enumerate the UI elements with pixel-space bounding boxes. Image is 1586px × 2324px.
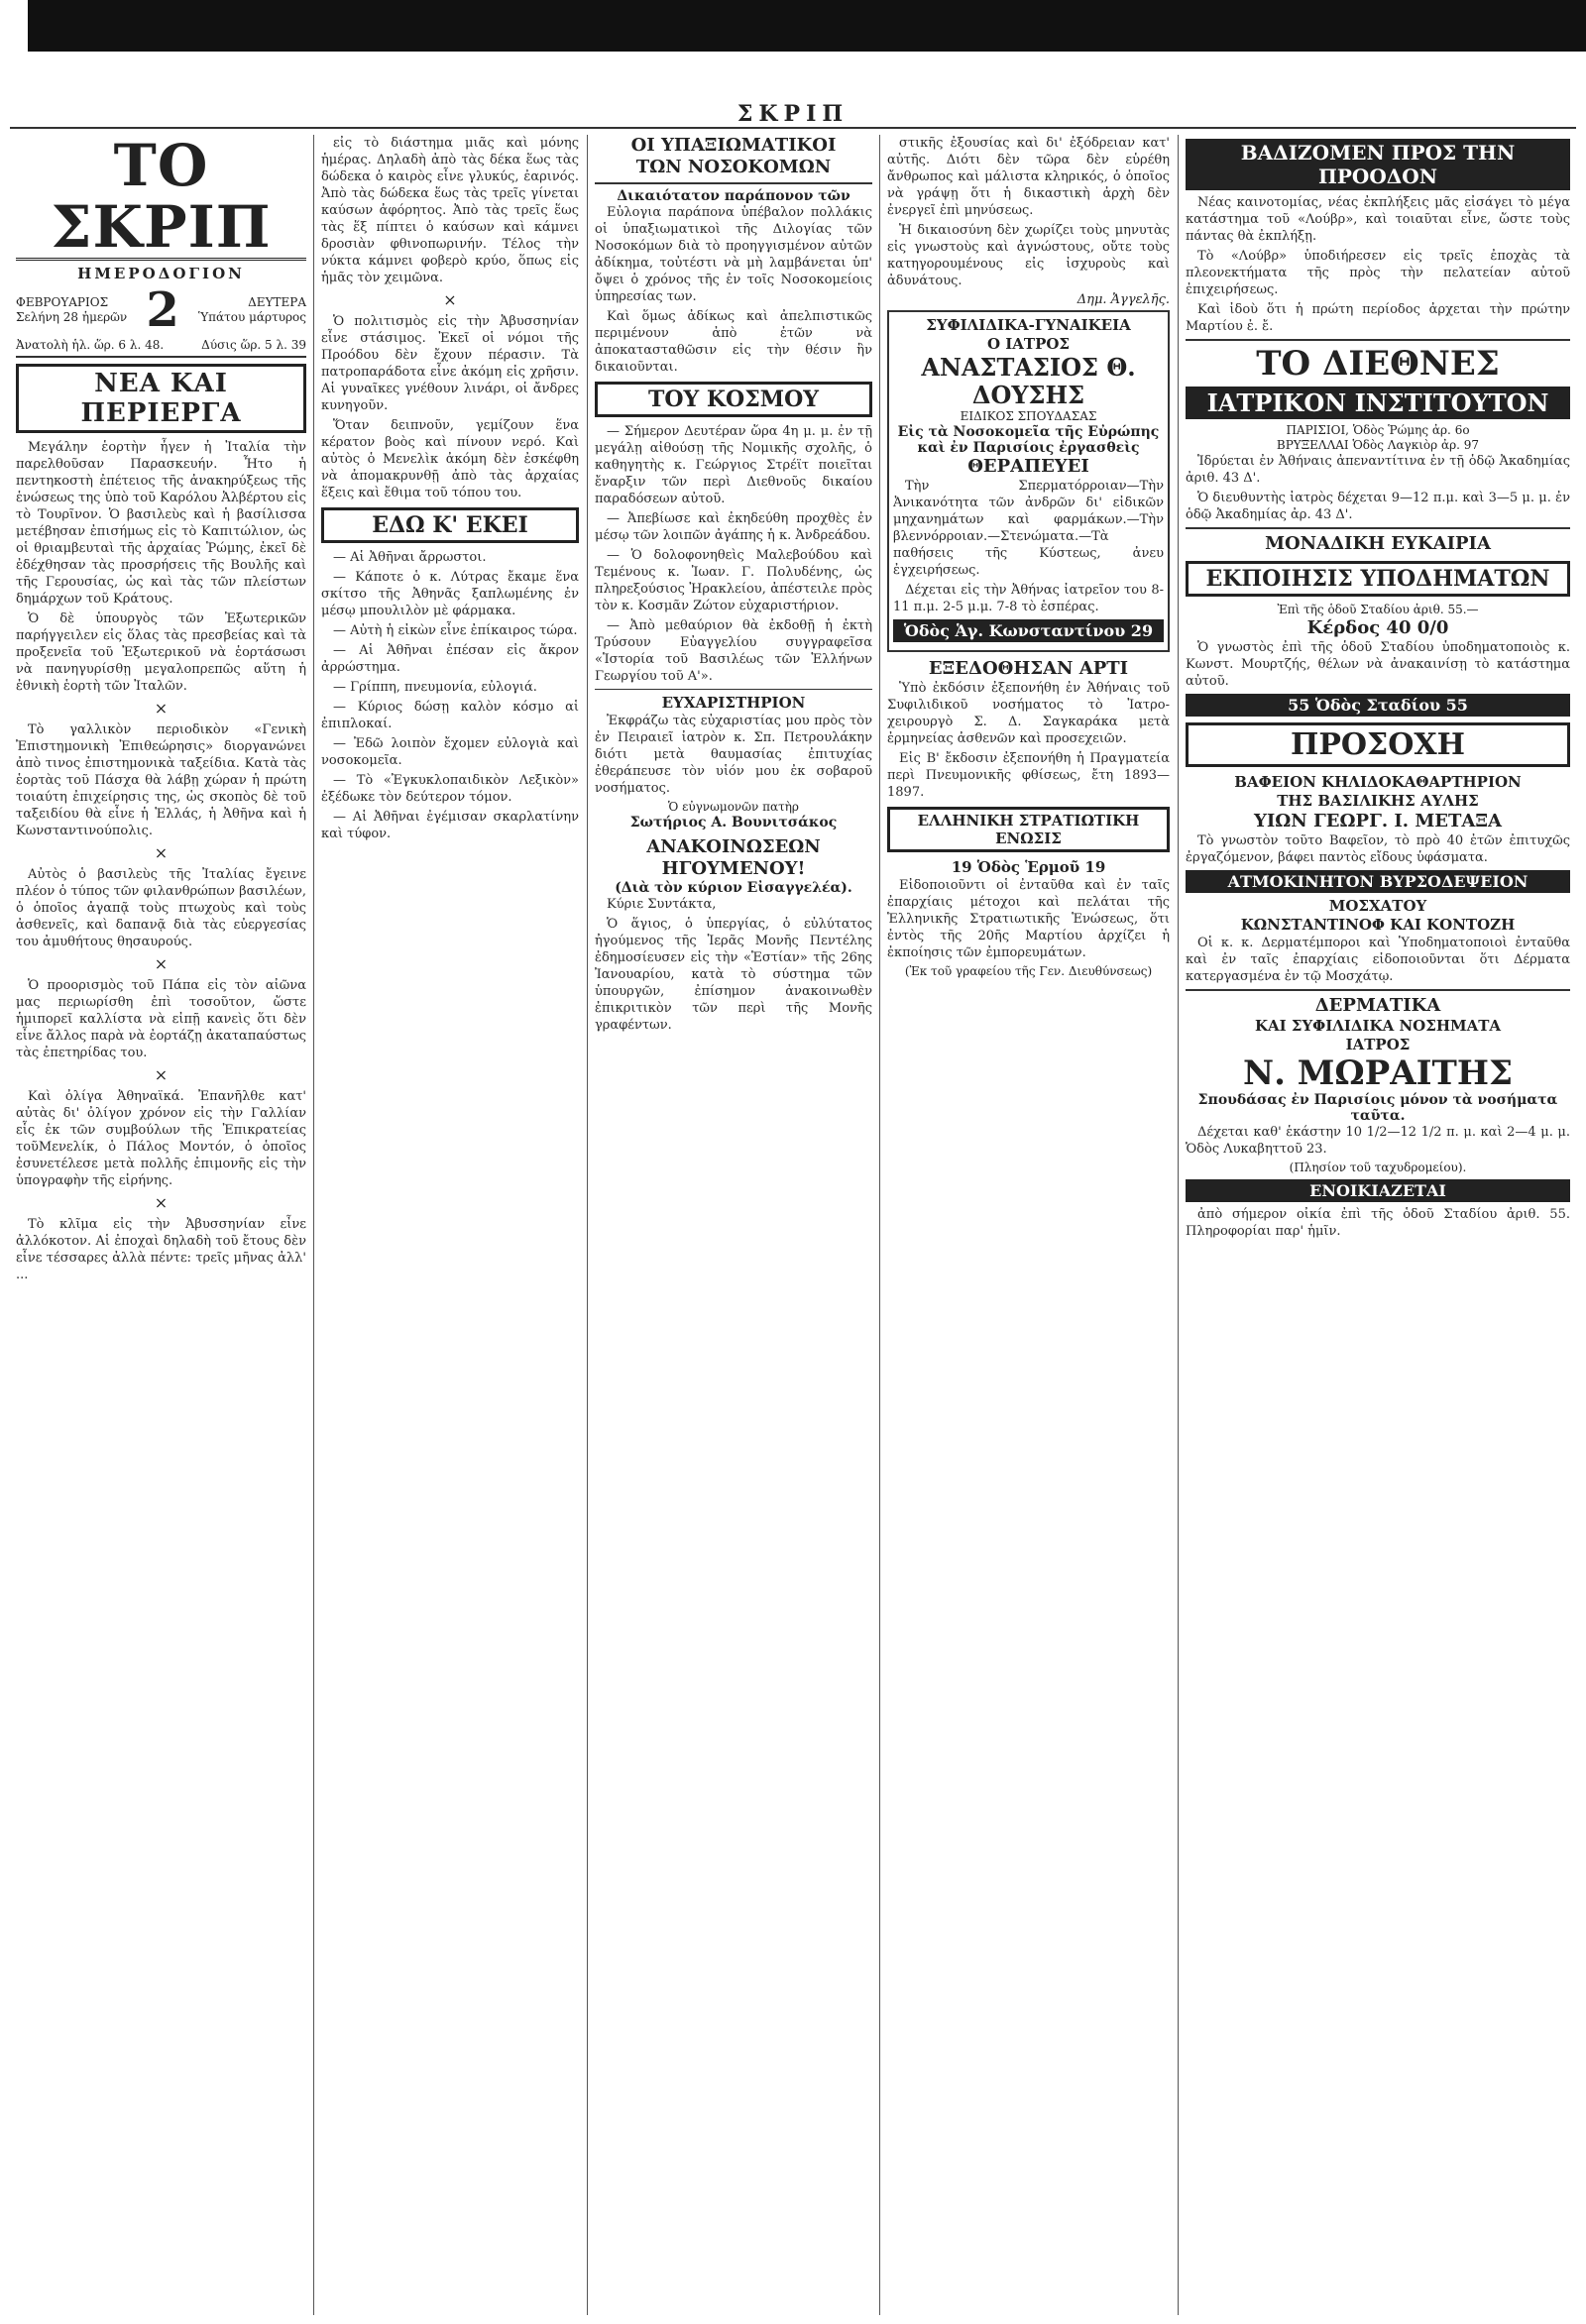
ad-heading-opportunity: ΜΟΝΑΔΙΚΗ ΕΥΚΑΙΡΙΑ	[1265, 533, 1491, 554]
ad-note: (Πλησίον τοῦ ταχυδρομείου).	[1289, 1161, 1467, 1174]
ad-address: ΠΑΡΙΣΙΟΙ, Ὁδὸς Ῥώμης ἀρ. 6ο	[1286, 423, 1470, 437]
article-paragraph: Ὁ δὲ ὑπουργὸς τῶν Ἐξωτερικῶν παρήγγειλεν εἰς ὅλας τὰς πρεσβείας καὶ τὰ προξενεῖα τοῦ Ἐξωτερικοῦ νὰ ἑορτάσωσι νὰ πανηγυρίσθῃ μεγαλοπρεπῶς αὕτη ἡ ἐθνικὴ ἑορτὴ τῶν Ἰταλῶν.	[16, 611, 306, 694]
column-4	[881, 135, 1176, 2315]
weekday: ΔΕΥΤΕΡΑ	[248, 295, 306, 309]
society-item: — Ὁ δολοφονηθεὶς Μαλεβούδου καὶ Τεμένους κ. Ἰωαν. Γ. Πολυδένης, ὡς πληρεξούσιος Ἠρακλείου, ἀπέστειλε πρὸς τὸν κ. Κοσμᾶν Ζώτον εὐχαριστήριον.	[595, 548, 872, 613]
separator-cross-icon: ×	[154, 1193, 169, 1212]
article-paragraph: Εἰς Β' ἔκδοσιν ἐξεπονήθη ἡ Πραγματεία περὶ Πνευμονικῆς φθίσεως, ἔτη 1893—1897.	[887, 751, 1170, 800]
ad-subheading-institute: ΙΑΤΡΙΚΟΝ ΙΝΣΤΙΤΟΥΤΟΝ	[1186, 387, 1570, 419]
ad-doctor-name: Ν. ΜΩΡΑΙΤΗΣ	[1243, 1053, 1513, 1093]
article-paragraph: Καὶ ὀλίγα Ἀθηναϊκά. Ἐπανῆλθε κατ' αὐτὰς δι' ὀλίγον χρόνον εἰς τὴν Γαλλίαν εἷς ἐκ τῶν συμβούλων τῆς Ἐπικρατείας τοῦΜενελίκ, ὁ Πάλος Μοντόν, ὁ ὁποῖος ἐσυνετέλεσε μετὰ πολλῆς ἐπιμονῆς εἰς τὴν ὑπογραφὴν τῆς εἰρήνης.	[16, 1089, 306, 1188]
ad-body: Τὴν Σπερματόρροιαν—Τὴν Ἀνικανότητα τῶν ἀνδρῶν δι' εἰδικῶν μηχανημάτων καὶ φαρμάκων.—Τὴν βλεννόρροιαν.—Στενώματα.—Τὰ παθήσεις τῆς Κύστεως, ἀνευ ἐγχειρήσεως.	[893, 479, 1164, 578]
separator-cross-icon: ×	[154, 954, 169, 973]
ad-body: Τὸ γνωστὸν τοῦτο Βαφεῖον, τὸ πρὸ 40 ἐτῶν ἐπιτυχῶς ἐργαζόμενον, βάφει παντὸς εἴδους ὑφάσματα.	[1186, 833, 1570, 865]
ad-training: Σπουδάσας ἐν Παρισίοις μόνον τὰ νοσήματα ταῦτα.	[1197, 1092, 1558, 1124]
brief-item: — Κύριος δώσῃ καλὸν κόσμο αἱ ἐπιπλοκαί.	[321, 700, 579, 731]
ad-address: Ἐπὶ τῆς ὁδοῦ Σταδίου ἀριθ. 55.—	[1277, 603, 1479, 616]
day-number: 2	[146, 282, 179, 338]
brief-item: — Ἐδῶ λοιπὸν ἔχομεν εὐλογιὰ καὶ νοσοκομεῖα.	[321, 736, 579, 768]
sunrise: Ἀνατολὴ ἡλ. ὥρ. 6 λ. 48.	[16, 338, 165, 352]
running-rule	[10, 127, 1576, 129]
column-divider	[879, 135, 880, 2315]
ad-heading-shoes: ΕΚΠΟΙΗΣΙΣ ΥΠΟΔΗΜΑΤΩΝ	[1186, 561, 1570, 597]
ad-body: ἀπὸ σήμερον οἰκία ἐπὶ τῆς ὁδοῦ Σταδίου ἀριθ. 55. Πληροφορίαι παρ' ἡμῖν.	[1186, 1207, 1570, 1239]
brief-item: — Αἱ Ἀθῆναι ἐπέσαν εἰς ἄκρον ἀρρώστημα.	[321, 643, 579, 675]
section-title-tou-kosmou: ΤΟΥ ΚΟΣΜΟΥ	[595, 382, 872, 417]
ad-heading-derma: ΔΕΡΜΑΤΙΚΑ	[1314, 995, 1441, 1016]
separator-cross-icon: ×	[154, 1065, 169, 1084]
saint-of-day: Ὑπάτου μάρτυρος	[197, 310, 306, 324]
ad-body: Ὁ διευθυντὴς ἰατρὸς δέχεται 9—12 π.μ. καὶ 3—5 μ. μ. ἐν ὁδῷ Ἀκαδημίας ἀρ. 43 Δ'.	[1186, 491, 1570, 522]
headline-military-union: ΕΛΛΗΝΙΚΗ ΣΤΡΑΤΙΩΤΙΚΗ ΕΝΩΣΙΣ	[887, 807, 1170, 852]
article-paragraph: Τὸ γαλλικὸν περιοδικὸν «Γενικὴ Ἐπιστημονικὴ Ἐπιθεώρησις» διοργανώνει ἀπὸ τινος ἐπιστημονικὰ ταξείδια. Κατὰ τὰς ἑορτὰς τοῦ Πάσχα θὰ λάβῃ χώραν ἡ πρώτη τοιαύτη ἐπιχείρησις της, ὡς σκοπὸς δὲ τοῦ ταξειδίου θὰ εἶνε ἡ Ἑλλάς, ἡ Ἀθῆνα καὶ ἡ Κωνσταντινούπολις.	[16, 722, 306, 838]
sun-times	[16, 338, 306, 358]
headline-kicker: Δικαιότατον παράπονον τῶν	[617, 188, 850, 204]
signature-name: Σωτήριος Α. Βουνιτσάκος	[629, 815, 838, 830]
signature-lead: Ὁ εὐγνωμονῶν πατὴρ	[668, 800, 799, 814]
headline-published: ΕΞΕΔΟΘΗΣΑΝ ΑΡΤΙ	[928, 658, 1129, 679]
column-5	[1180, 135, 1576, 2315]
ad-dyer-owner: ΥΙΩΝ ΓΕΩΡΓ. Ι. ΜΕΤΑΞΑ	[1254, 811, 1502, 831]
column-divider	[587, 135, 588, 2315]
ad-training: Εἰς τὰ Νοσοκομεῖα τῆς Εὐρώπης καὶ ἐν Παρισίοις ἐργασθεὶς	[897, 424, 1160, 456]
masthead-subtitle: ΗΜΕΡΟΔΟΓΙΟΝ	[77, 265, 245, 282]
ad-body: Τὸ «Λούβρ» ὑποδιήρεσεν εἰς τρεῖς ἐποχὰς τὰ πλεονεκτήματα τῆς πρὸς τὴν πελατείαν αὐτοῦ ἐπιχειρήσεως.	[1186, 249, 1570, 297]
letter-paragraph: στικῆς ἐξουσίας καὶ δι' ἐξόδρειαν κατ' αὐτῆς. Διότι δὲν τῶρα δὲν εὑρέθη ἄνθρωπος καὶ μάλιστα κληρικός, ὁ ὁποῖος νὰ γράψῃ ὅτι ἡ δικαστικὴ ἀρχὴ δὲν ἐνεργεῖ ἐπὶ μηνύσεως.	[887, 136, 1170, 218]
article-paragraph: Ὑπὸ ἐκδόσιν ἐξεπονήθη ἐν Ἀθήναις τοῦ Συφιλιδικοῦ νοσήματος τὸ Ἰατρο-χειρουργὸ Σ. Δ. Σαγκαράκα μετὰ ἐρμηνείας ἀσθενῶν καὶ προσεχειῶν.	[887, 681, 1170, 746]
column-divider	[1178, 135, 1179, 2315]
separator-cross-icon: ×	[443, 290, 457, 309]
article-paragraph: Αὐτὸς ὁ βασιλεὺς τῆς Ἰταλίας ἔγεινε πλέον ὁ τύπος τῶν φιλανθρώπων βασιλέων, ὁ ὁποῖος ἀγαπᾷ τοὺς πτωχοὺς καὶ τοὺς ἀσθενεῖς, καὶ δαπανᾷ διὰ τὰς εὐεργεσίας του ἀμυθήτους θησαυρούς.	[16, 867, 306, 949]
ad-address: ΒΡΥΞΕΛΛΑΙ Ὁδὸς Λαγκιὸρ ἀρ. 97	[1276, 438, 1480, 452]
brief-item: — Γρίππη, πνευμονία, εὐλογιά.	[333, 680, 537, 695]
brief-item: — Αὐτὴ ἡ εἰκὼν εἶνε ἐπίκαιρος τώρα.	[333, 623, 578, 638]
article-paragraph: Ὁ πολιτισμὸς εἰς τὴν Ἀβυσσηνίαν εἶνε στάσιμος. Ἐκεῖ οἱ νόμοι τῆς Προόδου δὲν ἔχουν πέρασιν. Τὰ πατροπαράδοτα εἶνε ἀκόμη εἰς χρῆσιν. Αἱ γυναῖκες γνέθουν λινάρι, οἱ ἄνδρες κυνηγοῦν.	[321, 314, 579, 413]
masthead-title: ΤΟ ΣΚΡΙΠ	[16, 135, 306, 261]
headline-line-2: ΤΩΝ ΝΟΣΟΚΟΜΩΝ	[635, 157, 832, 177]
brief-item: — Αἱ Ἀθῆναι ἄρρωστοι.	[333, 550, 487, 565]
letter-paragraph: Ὁ ἅγιος, ὁ ὑπεργίας, ὁ εὐλύτατος ἠγούμενος τῆς Ἱερᾶς Μονῆς Πεντέλης ἐδημοσίευσεν εἰς τὴν «Ἑστίαν» τῆς 26ης Ἰανουαρίου, κατὰ τὸ σύστημα τῶν ὑπουργῶν, ἐπίσημον ἀνακοινωθὲν ἐπικριτικὸν τῶν περὶ τῆς Μονῆς γραφέντων.	[595, 917, 872, 1033]
ad-body: Νέας καινοτομίας, νέας ἐκπλήξεις μᾶς εἰσάγει τὸ μέγα κατάστημα τοῦ «Λούβρ», καὶ τοιαῦται εἶνε, ὥστε τοὺς πάντας θὰ ἐκπλήξῃ.	[1186, 195, 1570, 244]
ad-treats: ΘΕΡΑΠΕΥΕΙ	[967, 456, 1089, 477]
thanks-paragraph: Ἐκφράζω τὰς εὐχαριστίας μου πρὸς τὸν ἐν Πειραιεῖ ἰατρὸν κ. Σπ. Πετρουλάκην διότι μετὰ θαυμασίας ἐπιτυχίας ἐθεράπευσε τὸν υἱόν μου ἐκ σοβαροῦ νοσήματος.	[595, 714, 872, 796]
article-paragraph: εἰς τὸ διάστημα μιᾶς καὶ μόνης ἡμέρας. Δηλαδὴ ἀπὸ τὰς δέκα ἕως τὰς δώδεκα ὁ καιρὸς εἶνε γλυκύς, ἐαρινός. Ἀπὸ τὰς δώδεκα ἕως τὰς τρεῖς γίνεται καύσων ἀφόρητος. Ἀπὸ τὰς τρεῖς ἕως τὰς ἕξ πίπτει ὁ καύσων καὶ κάμνει δροσιὰν φθινοπωρινήν. Τέλος τὴν νύκτα κάμνει φοβερὸ κρύο, ὅπως εἰς ἡμᾶς τὸν χειμῶνα.	[321, 136, 579, 285]
article-paragraph: Μεγάλην ἑορτὴν ἦγεν ἡ Ἰταλία τὴν παρελθοῦσαν Παρασκευήν. Ἦτο ἡ πεντηκοστὴ ἐπέτειος τῆς ἀνακηρύξεως τῆς ἑνώσεως της ὑπὸ τοῦ Καρόλου Ἀλβέρτου εἰς τὸ Τουρῖνον. Ὁ βασιλεὺς καὶ ἡ βασίλισσα μετέβησαν ἐπισήμως εἰς τὸ Καπιτώλιον, ὡς οἱ θριαμβευταὶ τῆς ἀρχαίας Ῥώμης, ἐκεῖ δὲ ἐδέχθησαν τὰς προσρήσεις τῆς Βουλῆς καὶ τῆς Γερουσίας, ὡς καὶ τὰς τῶν πλείστων δημάρχων τοῦ Κράτους.	[16, 440, 306, 607]
article-paragraph: Τὸ κλῖμα εἰς τὴν Ἀβυσσηνίαν εἶνε ἀλλόκοτον. Αἱ ἐποχαὶ δηλαδὴ τοῦ ἔτους δὲν εἶνε τέσσαρες ἀλλὰ πέντε: τρεῖς μῆνας ἀλλ' ...	[16, 1217, 306, 1282]
ad-doctor-name: ΑΝΑΣΤΑΣΙΟΣ Θ. ΔΟΥΣΗΣ	[921, 353, 1136, 409]
ad-dousis	[887, 310, 1170, 652]
column-3	[589, 135, 878, 2315]
ad-body: Καὶ ἰδοὺ ὅτι ἡ πρώτη περίοδος ἀρχεται τὴν πρώτην Μαρτίου ἐ. ἔ.	[1186, 302, 1570, 334]
address-line: 19 Ὁδὸς Ἑρμοῦ 19	[951, 858, 1106, 876]
article-paragraph: Εἰδοποιοῦντι οἱ ἐνταῦθα καὶ ἐν ταῖς ἐπαρχίαις μέτοχοι καὶ πελάται τῆς Ἑλληνικῆς Στρατιωτικῆς Ἑνώσεως, ὅτι ἐντὸς τῆς 20ῆς Μαρτίου ἀρχίζει ἡ ἐκποίησις τῶν ἐμπορευμάτων.	[887, 878, 1170, 960]
ad-heading-attention: ΠΡΟΣΟΧΗ	[1186, 722, 1570, 767]
ad-dyer-court: ΤΗΣ ΒΑΣΙΛΙΚΗΣ ΑΥΛΗΣ	[1277, 792, 1479, 810]
brief-item: — Αἱ Ἀθῆναι ἐγέμισαν σκαρλατίνην καὶ τύφον.	[321, 810, 579, 841]
ad-body: Οἱ κ. κ. Δερματέμποροι καὶ Ὑποδηματοποιοὶ ἐνταῦθα καὶ ἐν ταῖς ἐπαρχίαις εἰδοποιοῦνται ὅτι Δέρματα κατεργασμένα ἐν τῷ Μοσχάτῳ.	[1186, 936, 1570, 984]
rule	[1186, 527, 1570, 529]
society-item: — Σήμερον Δευτέραν ὥρα 4η μ. μ. ἐν τῇ μεγάλῃ αἰθούσῃ τῆς Νομικῆς σχολῆς, ὁ καθηγητὴς κ. Γεώργιος Στρέϊτ ποιεῖται ἔναρξιν τῶν περὶ Διεθνοῦς δικαίου παραδόσεων αὐτοῦ.	[595, 424, 872, 506]
brief-item: — Κάποτε ὁ κ. Λύτρας ἔκαμε ἕνα σκίτσο τῆς Ἀθηνᾶς ξαπλωμένης ἐν μέσῳ μπουλιλὸν μὲ φάρμακα.	[321, 570, 579, 618]
ad-tannery-owners: ΚΩΝΣΤΑΝΤΙΝΟΦ ΚΑΙ ΚΟΝΤΟΖΗ	[1240, 916, 1516, 934]
society-item: — Ἀπὸ μεθαύριον θὰ ἐκδοθῇ ἡ ἐκτὴ Τρύσουν Εὐαγγελίου συγγραφεῖσα «Ἱστορία τοῦ Βασιλέως τῶν Ἑλλήνων Γεωργίου τοῦ Α'».	[595, 618, 872, 684]
section-title-news: ΝΕΑ ΚΑΙ ΠΕΡΙΕΡΓΑ	[16, 364, 306, 433]
ad-address: Ὁδὸς Ἁγ. Κωνσταντίνου 29	[893, 619, 1164, 642]
ad-doctor-title: ΙΑΤΡΟΣ	[1345, 1036, 1411, 1053]
month: ΦΕΒΡΟΥΑΡΙΟΣ	[16, 295, 109, 309]
separator-cross-icon: ×	[154, 843, 169, 862]
announcement-subtitle: (Διὰ τὸν κύριον Εἰσαγγελέα).	[615, 880, 852, 896]
ad-profit: Κέρδος 40 0/0	[1306, 617, 1449, 638]
ad-tannery-place: ΜΟΣΧΑΤΟΥ	[1328, 897, 1427, 915]
ad-heading: ΣΥΦΙΛΙΔΙΚΑ-ΓΥΝΑΙΚΕΙΑ	[926, 316, 1131, 334]
moon-phase: Σελήνη 28 ἡμερῶν	[16, 310, 128, 324]
ad-body: Ἱδρύεται ἐν Ἀθήναις ἀπεναντίτινα ἐν τῇ ὁδῷ Ἀκαδημίας ἀριθ. 43 Δ'.	[1186, 454, 1570, 486]
sunset: Δύσις ὥρ. 5 λ. 39	[201, 338, 306, 352]
rule	[1186, 339, 1570, 341]
source-note: (Ἐκ τοῦ γραφείου τῆς Γεν. Διευθύνσεως)	[904, 964, 1153, 978]
ad-body: Ὁ γνωστὸς ἐπὶ τῆς ὁδοῦ Σταδίου ὑποδηματοποιὸς κ. Κωνστ. Μουρτζής, θέλων νὰ ἀνακαινίσῃ τὸ κατάστημα αὐτοῦ.	[1186, 640, 1570, 689]
headline-line-1: ΟΙ ΥΠΑΞΙΩΜΑΤΙΚΟΙ	[630, 135, 837, 156]
headline-announcement: ΑΝΑΚΟΙΝΩΣΕΩΝ ΗΓΟΥΜΕΝΟΥ!	[646, 836, 821, 879]
ad-dyer-name: ΒΑΦΕΙΟΝ ΚΗΛΙΔΟΚΑΘΑΡΤΗΡΙΟΝ	[1234, 773, 1522, 791]
running-title: ΣΚΡΙΠ	[736, 101, 850, 127]
ad-heading-louvre: ΒΑΔΙΖΟΜΕΝ ΠΡΟΣ ΤΗΝ ΠΡΟΟΔΟΝ	[1186, 139, 1570, 190]
separator-cross-icon: ×	[154, 699, 169, 718]
ad-hours: Δέχεται εἰς τὴν Ἀθήνας ἰατρεῖον του 8-11 π.μ. 2-5 μ.μ. 7-8 τὸ ἑσπέρας.	[893, 583, 1164, 614]
letter-signature: Δημ. Ἀγγελῆς.	[1076, 292, 1170, 307]
column-1	[10, 135, 312, 2315]
ad-address-banner: 55 Ὁδὸς Σταδίου 55	[1186, 694, 1570, 717]
ad-specialty: ΕΙΔΙΚΟΣ ΣΠΟΥΔΑΣΑΣ	[960, 409, 1097, 423]
article-paragraph: Ὅταν δειπνοῦν, γεμίζουν ἕνα κέρατον βοὸς καὶ πίνουν νερό. Καὶ αὐτὸς ὁ Μενελὶκ ἀκόμη δὲν ἐσκέφθη νὰ ἀπομακρυνθῇ ἀπὸ τὰς ἀρχαίας ἕξεις καὶ ἔθιμα τοῦ τόπου του.	[321, 418, 579, 500]
ad-heading-rent: ΕΝΟΙΚΙΑΖΕΤΑΙ	[1186, 1179, 1570, 1202]
letter-paragraph: Ἡ δικαιοσύνη δὲν χωρίζει τοὺς μηνυτὰς εἰς γνωστοὺς καὶ ἀγνώστους, οὔτε τοὺς κατηγορουμένους εἰς ἰσχυροὺς καὶ ἀδυνάτους.	[887, 223, 1170, 288]
letter-salutation: Κύριε Συντάκτα,	[607, 897, 717, 912]
dateline	[16, 282, 306, 338]
ad-heading-syphilis: ΚΑΙ ΣΥΦΙΛΙΔΙΚΑ ΝΟΣΗΜΑΤΑ	[1254, 1017, 1502, 1035]
rule	[1186, 989, 1570, 991]
headline-thanks: ΕΥΧΑΡΙΣΤΗΡΙΟΝ	[661, 694, 806, 712]
ad-hours: Δέχεται καθ' ἑκάστην 10 1/2—12 1/2 π. μ. καὶ 2—4 μ. μ. Ὁδὸς Λυκαβηττοῦ 23.	[1186, 1125, 1570, 1157]
scan-top-border	[28, 0, 1586, 52]
column-divider	[313, 135, 314, 2315]
society-item: — Ἀπεβίωσε καὶ ἐκηδεύθη προχθὲς ἐν μέσῳ τῶν λοιπῶν ἀγάπης ἡ κ. Ἀνδρεάδου.	[595, 511, 872, 543]
article-paragraph: Ὁ προορισμὸς τοῦ Πάπα εἰς τὸν αἰῶνα μας περιωρίσθη ἐπὶ τοσοῦτον, ὥστε ἡμιπορεῖ καλλίστα νὰ εἰπῇ κανεὶς ὅτι δὲν εἶνε ἄλλος παρὰ νὰ ἐορτάζῃ ἀκαταπαύστως τὰς ἐπετηρίδας του.	[16, 978, 306, 1060]
column-2	[315, 135, 585, 2315]
ad-heading-tannery: ΑΤΜΟΚΙΝΗΤΟΝ ΒΥΡΣΟΔΕΨΕΙΟΝ	[1186, 870, 1570, 893]
brief-item: — Τὸ «Ἐγκυκλοπαιδικὸν Λεξικὸν» ἐξέδωκε τὸν δεύτερον τόμον.	[321, 773, 579, 805]
rule	[595, 689, 872, 690]
rule	[595, 182, 872, 184]
section-title-edo-kekei: ΕΔΩ Κ' ΕΚΕΙ	[321, 507, 579, 543]
article-paragraph: Καὶ ὅμως ἀδίκως καὶ ἀπελπιστικῶς περιμένουν ἀπὸ ἐτῶν νὰ ἀποκατασταθῶσιν εἰς τὴν θέσιν ἣν δικαιοῦνται.	[595, 309, 872, 375]
ad-heading-institute: ΤΟ ΔΙΕΘΝΕΣ	[1256, 344, 1500, 384]
ad-subheading: Ο ΙΑΤΡΟΣ	[986, 335, 1071, 353]
article-paragraph: Εὐλογια παράπονα ὑπέβαλον πολλάκις οἱ ὑπαξιωματικοὶ τῆς Διλογίας τῶν Νοσοκόμων διὰ τὸ προηγγισμένον αὐτῶν ἀδίκημα, τοὐτέστι νὰ μὴ λαμβάνεται ὑπ' ὄψει ὁ χρόνος τῆς ἐν τοῖς Νοσοκομείοις ὑπηρεσίας των.	[595, 205, 872, 304]
